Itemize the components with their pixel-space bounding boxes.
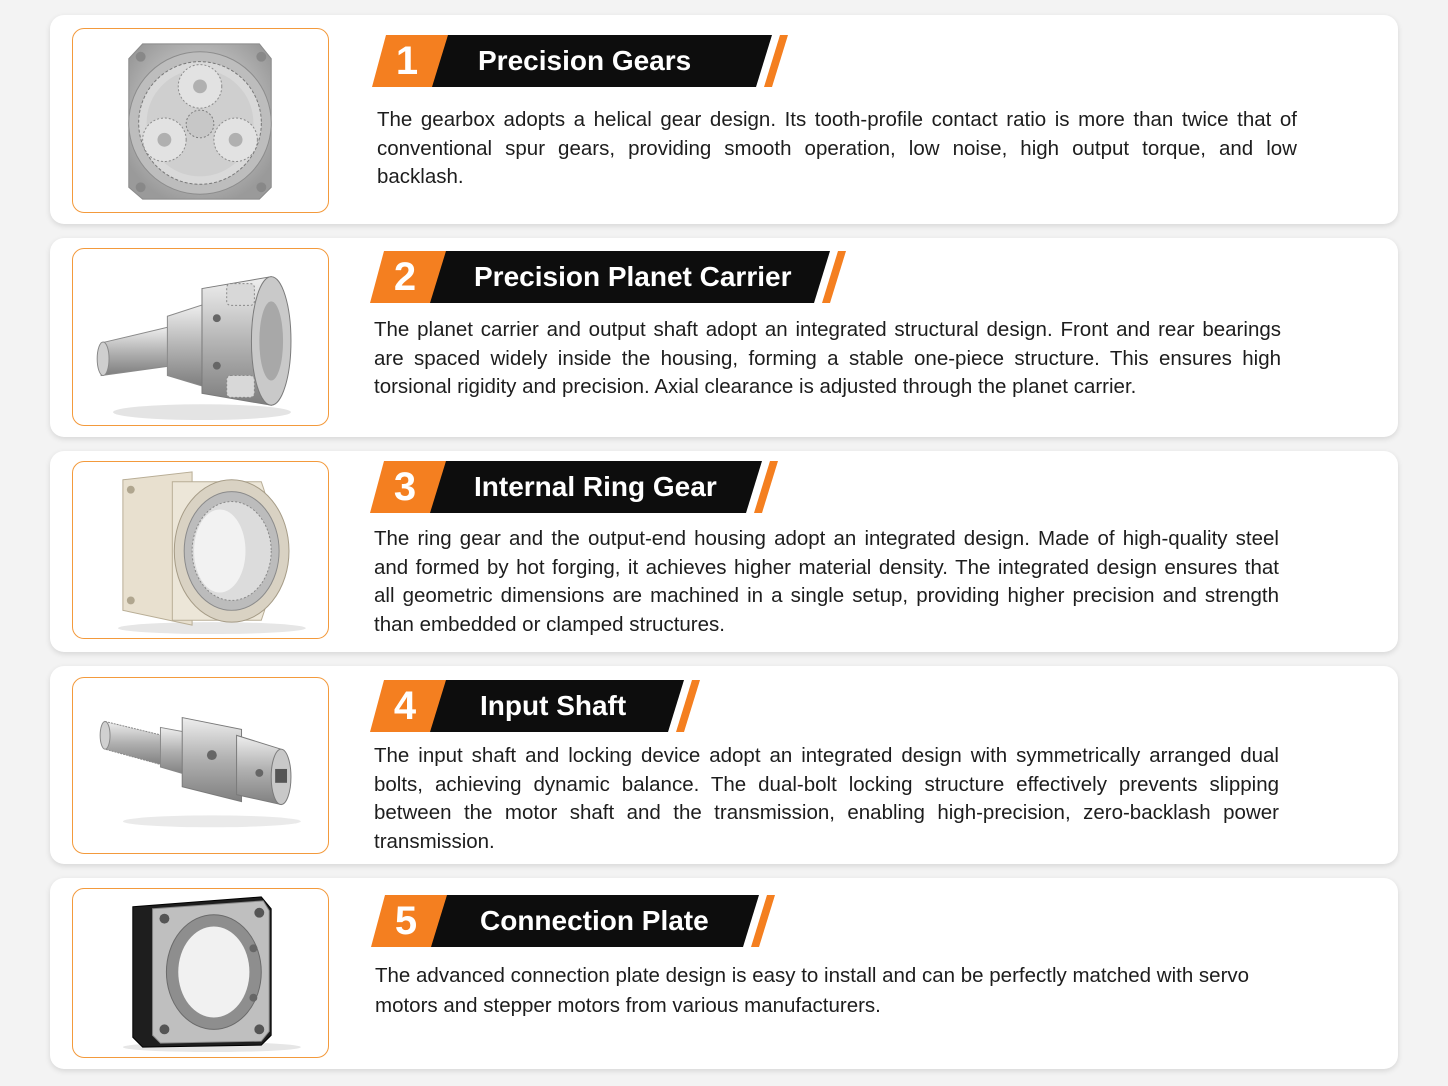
feature-banner xyxy=(370,251,852,303)
feature-image xyxy=(72,888,329,1058)
feature-banner xyxy=(372,35,792,87)
feature-image xyxy=(72,677,329,854)
feature-title: Internal Ring Gear xyxy=(474,471,717,502)
feature-description: The planet carrier and output shaft adopt an integrated structural design. Front and rear bearings are spaced widely inside the housing, forming a stable one-piece structure. This ensures high torsional rigidity and precision. Axial clearance is adjusted through the planet carrier. xyxy=(374,318,1281,398)
feature-banner xyxy=(370,680,706,732)
feature-description: The input shaft and locking device adopt an integrated design with symmetrically arranged dual bolts, achieving dynamic balance. The dual-bolt locking structure effectively prevents slipping between the motor shaft and the transmission, enabling high-precision, zero-backlash power transmission. xyxy=(374,744,1279,853)
feature-description: The gearbox adopts a helical gear design. Its tooth-profile contact ratio is more than twice that of conventional spur gears, providing smooth operation, low noise, high output torque, and low backlash. xyxy=(377,108,1297,188)
feature-banner xyxy=(370,461,784,513)
feature-description: The advanced connection plate design is easy to install and can be perfectly matched with servo motors and stepper motors from various manufacturers. xyxy=(375,964,1250,1017)
ring-gear-icon xyxy=(73,462,328,638)
feature-title: Precision Gears xyxy=(478,45,692,76)
feature-title: Input Shaft xyxy=(480,690,627,721)
feature-number: 1 xyxy=(395,39,419,83)
feature-card-connection-plate xyxy=(50,878,1398,1069)
feature-title: Precision Planet Carrier xyxy=(474,261,792,292)
feature-number: 3 xyxy=(393,465,417,509)
feature-card-input-shaft xyxy=(50,666,1398,864)
feature-number: 4 xyxy=(393,684,417,728)
feature-image xyxy=(72,461,329,639)
feature-banner xyxy=(371,895,781,947)
feature-image xyxy=(72,248,329,426)
feature-card-ring-gear xyxy=(50,451,1398,652)
feature-image xyxy=(72,28,329,213)
input-shaft-icon xyxy=(73,678,328,853)
feature-number: 5 xyxy=(394,899,418,943)
feature-number: 2 xyxy=(393,255,417,299)
planet-carrier-icon xyxy=(73,249,328,425)
connection-plate-icon xyxy=(73,889,328,1057)
feature-title: Connection Plate xyxy=(480,905,709,936)
feature-description: The ring gear and the output-end housing adopt an integrated design. Made of high-quality steel and formed by hot forging, it achieves higher material density. The integrated design ensures that all geometric dimensions are machined in a single setup, providing higher precision and strength than embedded or clamped structures. xyxy=(374,527,1279,636)
feature-card-precision-gears xyxy=(50,15,1398,224)
feature-card-planet-carrier xyxy=(50,238,1398,437)
planetary-gear-icon xyxy=(73,29,328,212)
